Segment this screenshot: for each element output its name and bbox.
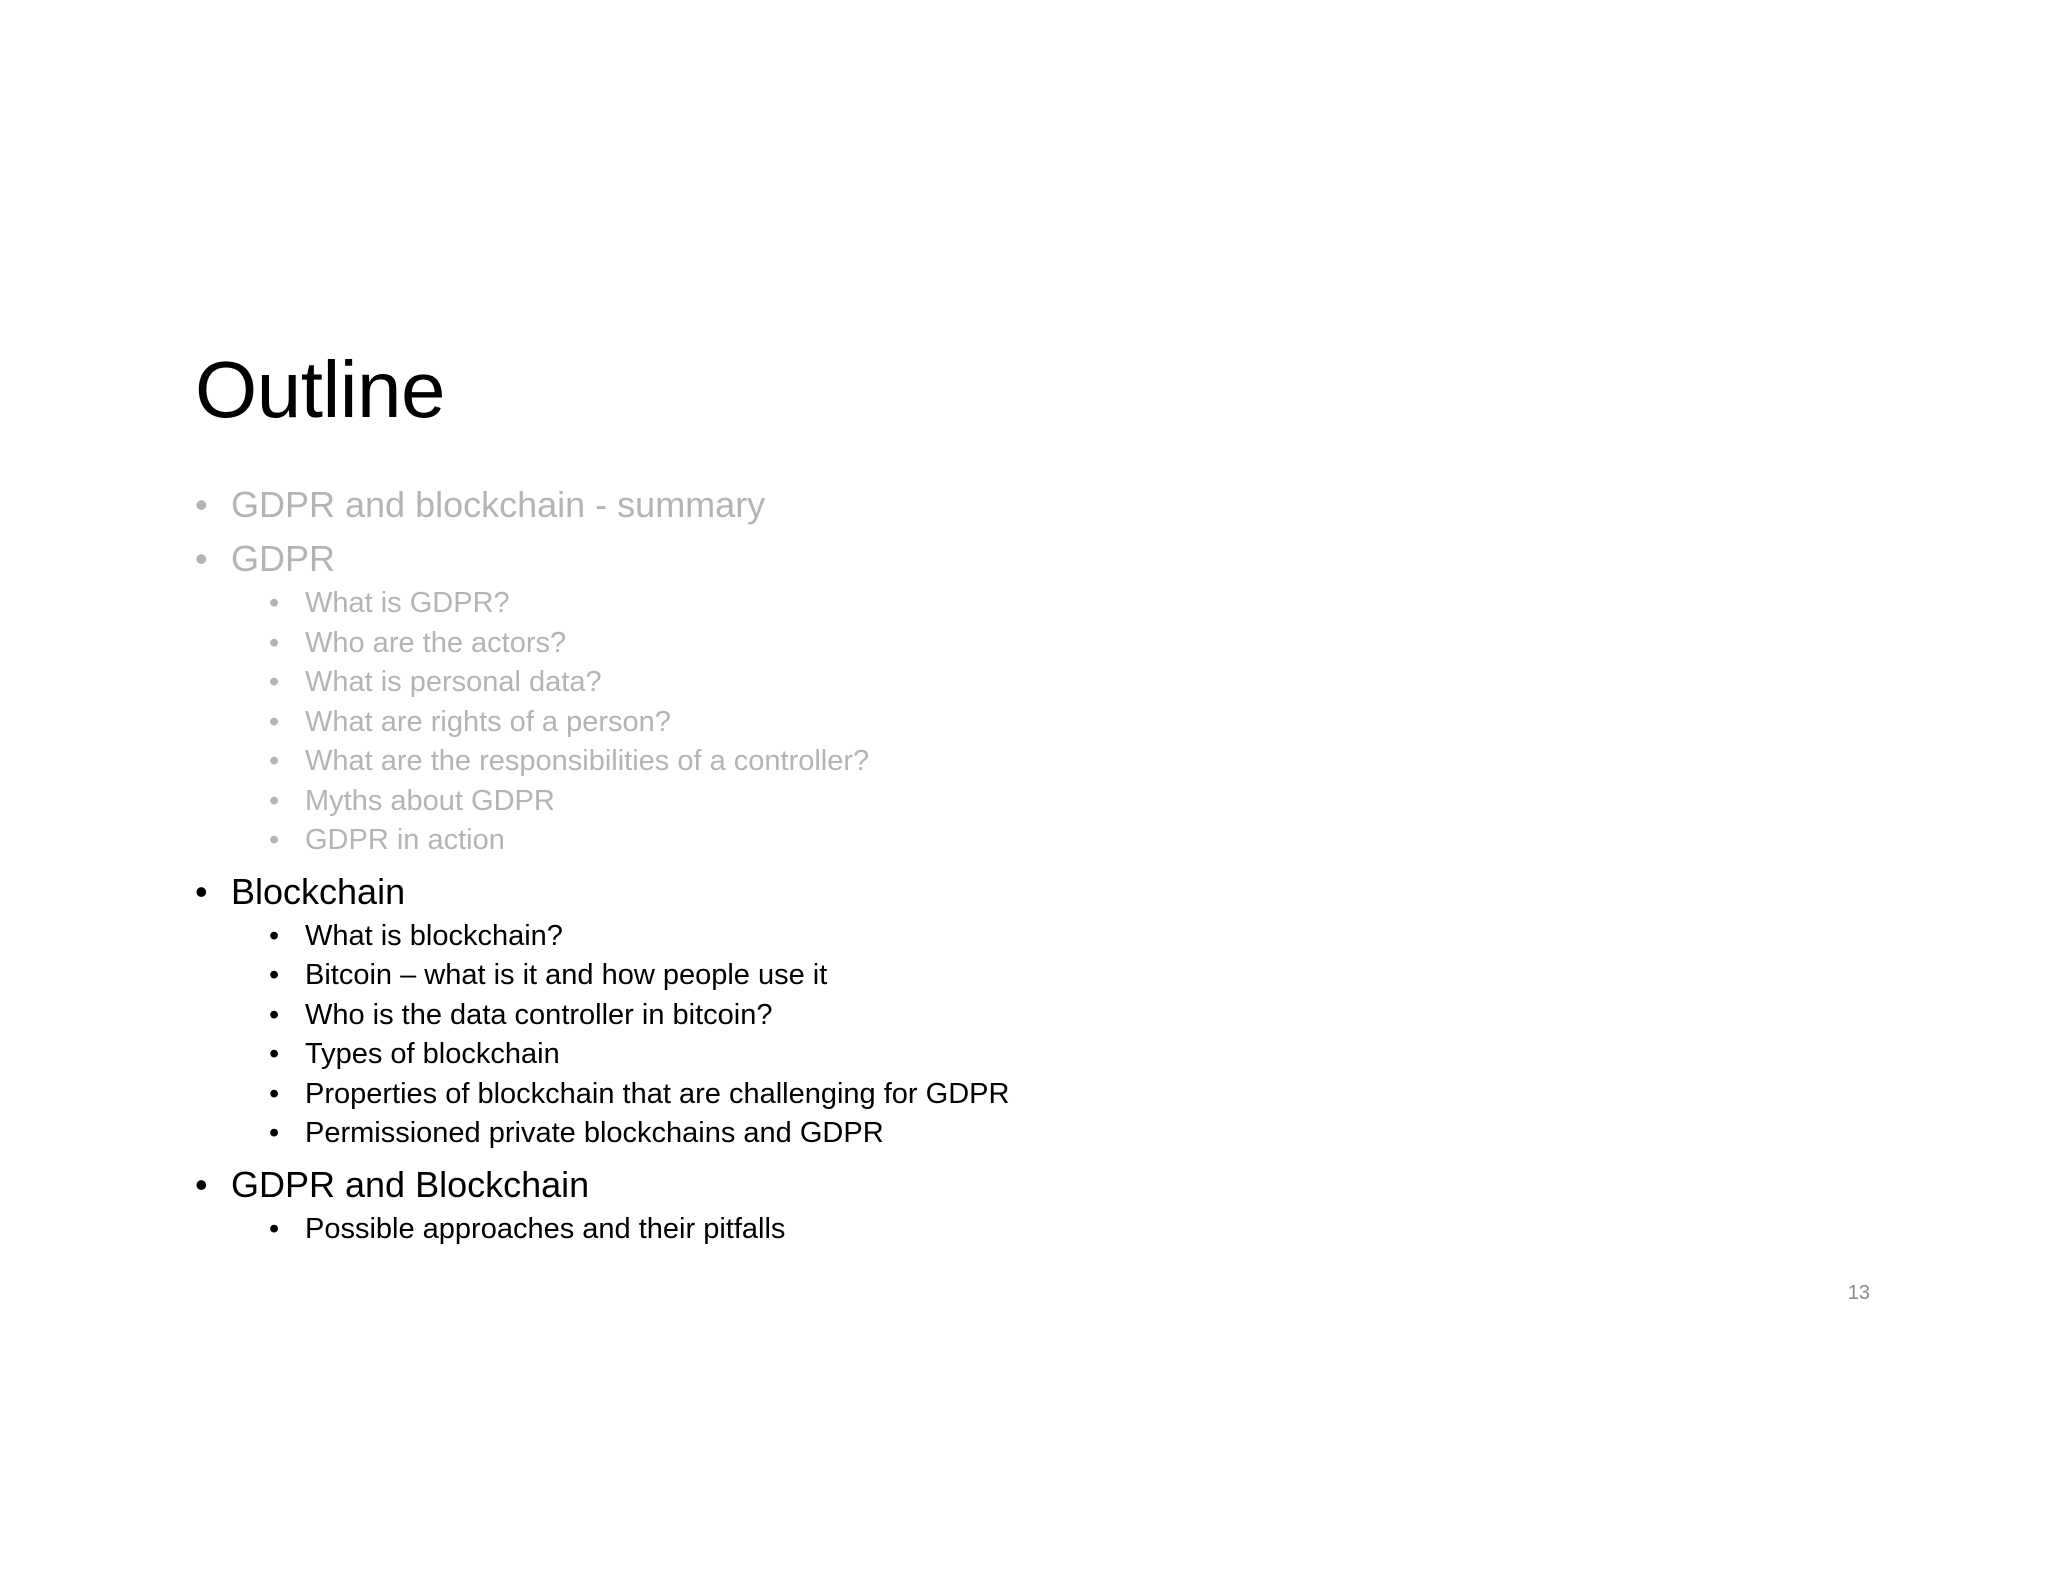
outline-subitem [269, 584, 1495, 624]
bullet-icon: • [195, 870, 208, 912]
bullet-icon: • [195, 538, 208, 579]
outline-sublist-gdpr-and-blockchain [195, 1210, 1495, 1250]
bullet-icon: • [269, 745, 280, 777]
outline-subitem [269, 1210, 1495, 1250]
subitem-label: Who is the data controller in bitcoin? [305, 998, 773, 1031]
bullet-icon: • [269, 1117, 280, 1149]
outline-subitem [269, 703, 1495, 743]
subitem-label: Who are the actors? [305, 626, 567, 659]
subitem-label: What is blockchain? [305, 919, 563, 952]
outline-subitem [269, 956, 1495, 996]
section-label: Blockchain [231, 870, 406, 912]
section-label: GDPR and Blockchain [231, 1163, 590, 1205]
outline-subitem [269, 663, 1495, 703]
subitem-label: Types of blockchain [305, 1038, 560, 1070]
bullet-icon: • [195, 484, 208, 525]
outline-sublist-blockchain [195, 917, 1495, 1154]
outline-subitem [269, 821, 1495, 861]
outline-subsection-wrapper [195, 1210, 1495, 1250]
outline-subitem [269, 1114, 1495, 1154]
bullet-icon: • [269, 1077, 280, 1110]
bullet-icon: • [269, 919, 280, 952]
outline-subitem [269, 917, 1495, 957]
subitem-label: What is personal data? [305, 666, 602, 698]
bullet-icon: • [269, 666, 280, 698]
subitem-label: Permissioned private blockchains and GDPR [305, 1117, 884, 1149]
bullet-icon: • [269, 1212, 280, 1245]
outline-subsection-wrapper [195, 917, 1495, 1154]
bullet-icon: • [269, 1038, 280, 1070]
section-label: GDPR [231, 538, 336, 579]
subitem-label: Properties of blockchain that are challenging for GDPR [305, 1077, 1010, 1110]
page-number: 13 [1847, 1282, 1870, 1304]
outline-section-blockchain [195, 865, 1495, 919]
outline-subitem [269, 1075, 1495, 1115]
subitem-label: What are the responsibilities of a controller? [305, 745, 870, 777]
subitem-label: What is GDPR? [305, 587, 510, 619]
outline-subsection-wrapper [195, 584, 1495, 861]
subitem-label: GDPR in action [305, 824, 505, 856]
bullet-icon: • [269, 626, 280, 659]
outline-section-gdpr [195, 532, 1495, 586]
outline-sublist-gdpr [195, 584, 1495, 861]
subitem-label: Possible approaches and their pitfalls [305, 1212, 786, 1245]
bullet-icon: • [269, 587, 280, 619]
subitem-label: What are rights of a person? [305, 705, 671, 738]
outline-subitem [269, 742, 1495, 782]
outline-subitem [269, 624, 1495, 664]
outline-section-gdpr-and-blockchain [195, 1158, 1495, 1212]
bullet-icon: • [269, 998, 280, 1031]
bullet-icon: • [195, 1163, 208, 1205]
outline-section-gdpr-blockchain-summary [195, 478, 1495, 532]
outline-subitem [269, 782, 1495, 822]
slide-title: Outline [195, 345, 445, 434]
section-label: GDPR and blockchain - summary [231, 484, 766, 525]
bullet-icon: • [269, 824, 280, 856]
subitem-label: Bitcoin – what is it and how people use it [305, 959, 828, 991]
subitem-label: Myths about GDPR [305, 784, 555, 817]
bullet-icon: • [269, 705, 280, 738]
outline-list [195, 478, 1495, 1253]
bullet-icon: • [269, 959, 280, 991]
outline-subitem [269, 1035, 1495, 1075]
bullet-icon: • [269, 784, 280, 817]
outline-subitem [269, 996, 1495, 1036]
